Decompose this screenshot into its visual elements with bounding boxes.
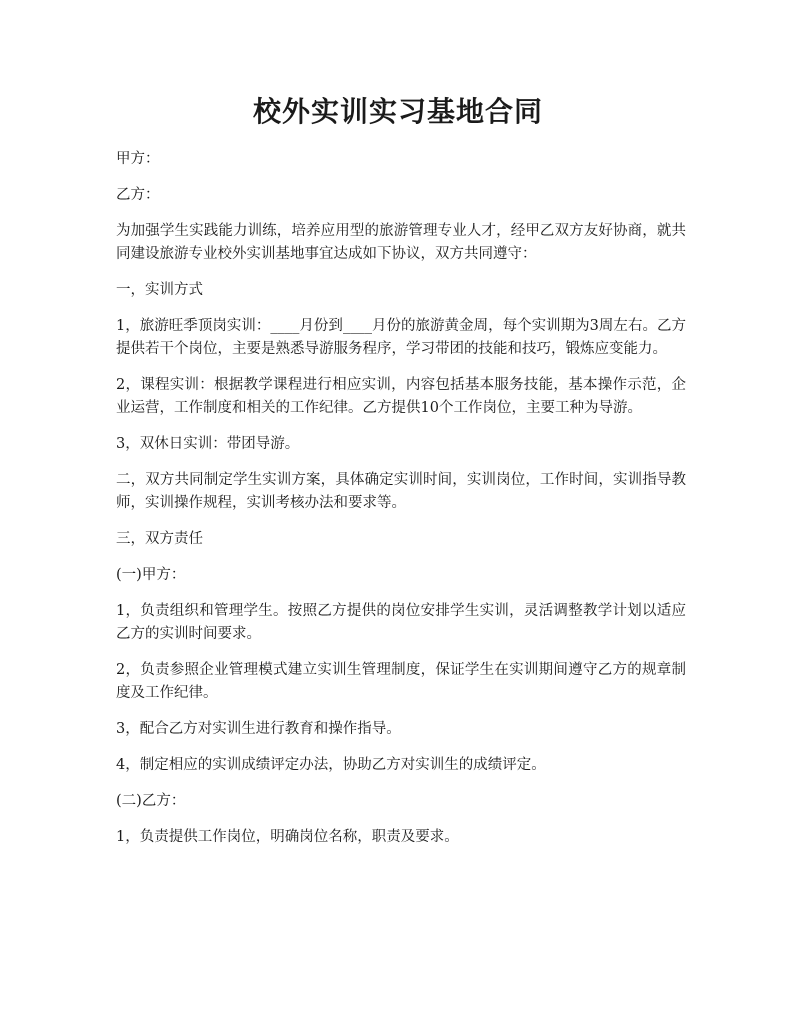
party-a-duty-3: 3，配合乙方对实训生进行教育和操作指导。	[116, 721, 401, 737]
clause-course-training: 2，课程实训：根据教学课程进行相应实训，内容包括基本服务技能，基本操作示范，企业运营，工作制度和相关的工作纪律。乙方提供10个工作岗位，主要工种为导游。	[116, 377, 686, 416]
party-a-line: 甲方：	[116, 151, 160, 167]
section-joint-plan: 二，双方共同制定学生实训方案，具体确定实训时间，实训岗位，工作时间，实训指导教师，实训操作规程，实训考核办法和要求等。	[116, 472, 686, 511]
clause-weekend-training: 3，双休日实训：带团导游。	[116, 436, 300, 452]
subsection-party-a: (一)甲方：	[116, 567, 186, 583]
preamble-paragraph: 为加强学生实践能力训练，培养应用型的旅游管理专业人才，经甲乙双方友好协商，就共同建设旅游专业校外实训基地事宜达成如下协议，双方共同遵守：	[116, 223, 686, 262]
party-b-line: 乙方：	[116, 187, 160, 203]
section-heading-responsibilities: 三，双方责任	[116, 531, 203, 547]
document-title: 校外实训实习基地合同	[252, 95, 543, 128]
subsection-party-b: (二)乙方：	[116, 793, 186, 809]
party-a-duty-2: 2，负责参照企业管理模式建立实训生管理制度，保证学生在实训期间遵守乙方的规章制度及工作纪律。	[116, 662, 686, 701]
document-body	[116, 148, 686, 862]
clause-peak-season-training: 1，旅游旺季顶岗实训：____月份到____月份的旅游黄金周，每个实训期为3周左右。乙方提供若干个岗位，主要是熟悉导游服务程序，学习带团的技能和技巧，锻炼应变能力。	[116, 318, 686, 357]
section-heading-training-method: 一，实训方式	[116, 282, 203, 298]
party-b-duty-1: 1，负责提供工作岗位，明确岗位名称，职责及要求。	[116, 829, 459, 845]
party-a-duty-1: 1，负责组织和管理学生。按照乙方提供的岗位安排学生实训，灵活调整教学计划以适应乙方的实训时间要求。	[116, 603, 686, 642]
party-a-duty-4: 4，制定相应的实训成绩评定办法，协助乙方对实训生的成绩评定。	[116, 757, 546, 773]
